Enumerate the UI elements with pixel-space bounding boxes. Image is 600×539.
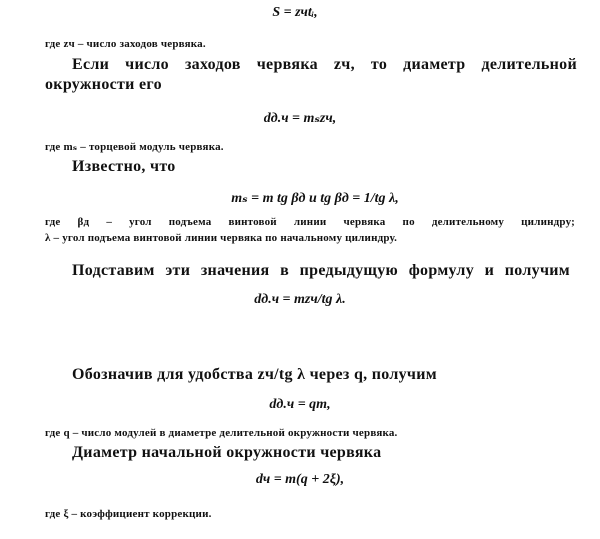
note-starts: где zч – число заходов червяка. [45,38,206,50]
paragraph-substitute: Подставим эти значения в предыдущую формулу и получим [72,262,570,279]
formula-initial-diameter: dч = m(q + 2ξ), [255,472,345,487]
note-lead-angle-pitch: где βд – угол подъема винтовой линии червяка по делительному цилиндру; [45,216,575,228]
paragraph-pitch-diameter-1: Если число заходов червяка zч, то диаметр делительной [72,56,577,73]
note-transverse-module: где mₛ – торцевой модуль червяка. [45,141,224,153]
paragraph-initial-diameter: Диаметр начальной окружности червяка [72,444,382,461]
note-lead-angle-initial: λ – угол подъема винтовой линии червяка по начальному цилиндру. [45,232,398,244]
formula-diameter-q: dд.ч = qm, [269,397,331,412]
formula-module-relation: mₛ = m tg βд и tg βд = 1/tg λ, [231,191,399,206]
note-number-of-modules: где q – число модулей в диаметре делительной окружности червяка. [45,427,398,439]
paragraph-pitch-diameter-2: окружности его [45,76,162,93]
paragraph-known: Известно, что [72,158,176,175]
note-correction-coefficient: где ξ – коэффициент коррекции. [45,508,212,520]
paragraph-denote-q: Обозначив для удобства zч/tg λ через q, получим [72,366,437,383]
formula-pitch: S = zчtᵢ, [272,5,318,20]
formula-diameter-substituted: dд.ч = mzч/tg λ. [254,292,346,307]
formula-pitch-diameter: dд.ч = mₛzч, [263,111,337,126]
